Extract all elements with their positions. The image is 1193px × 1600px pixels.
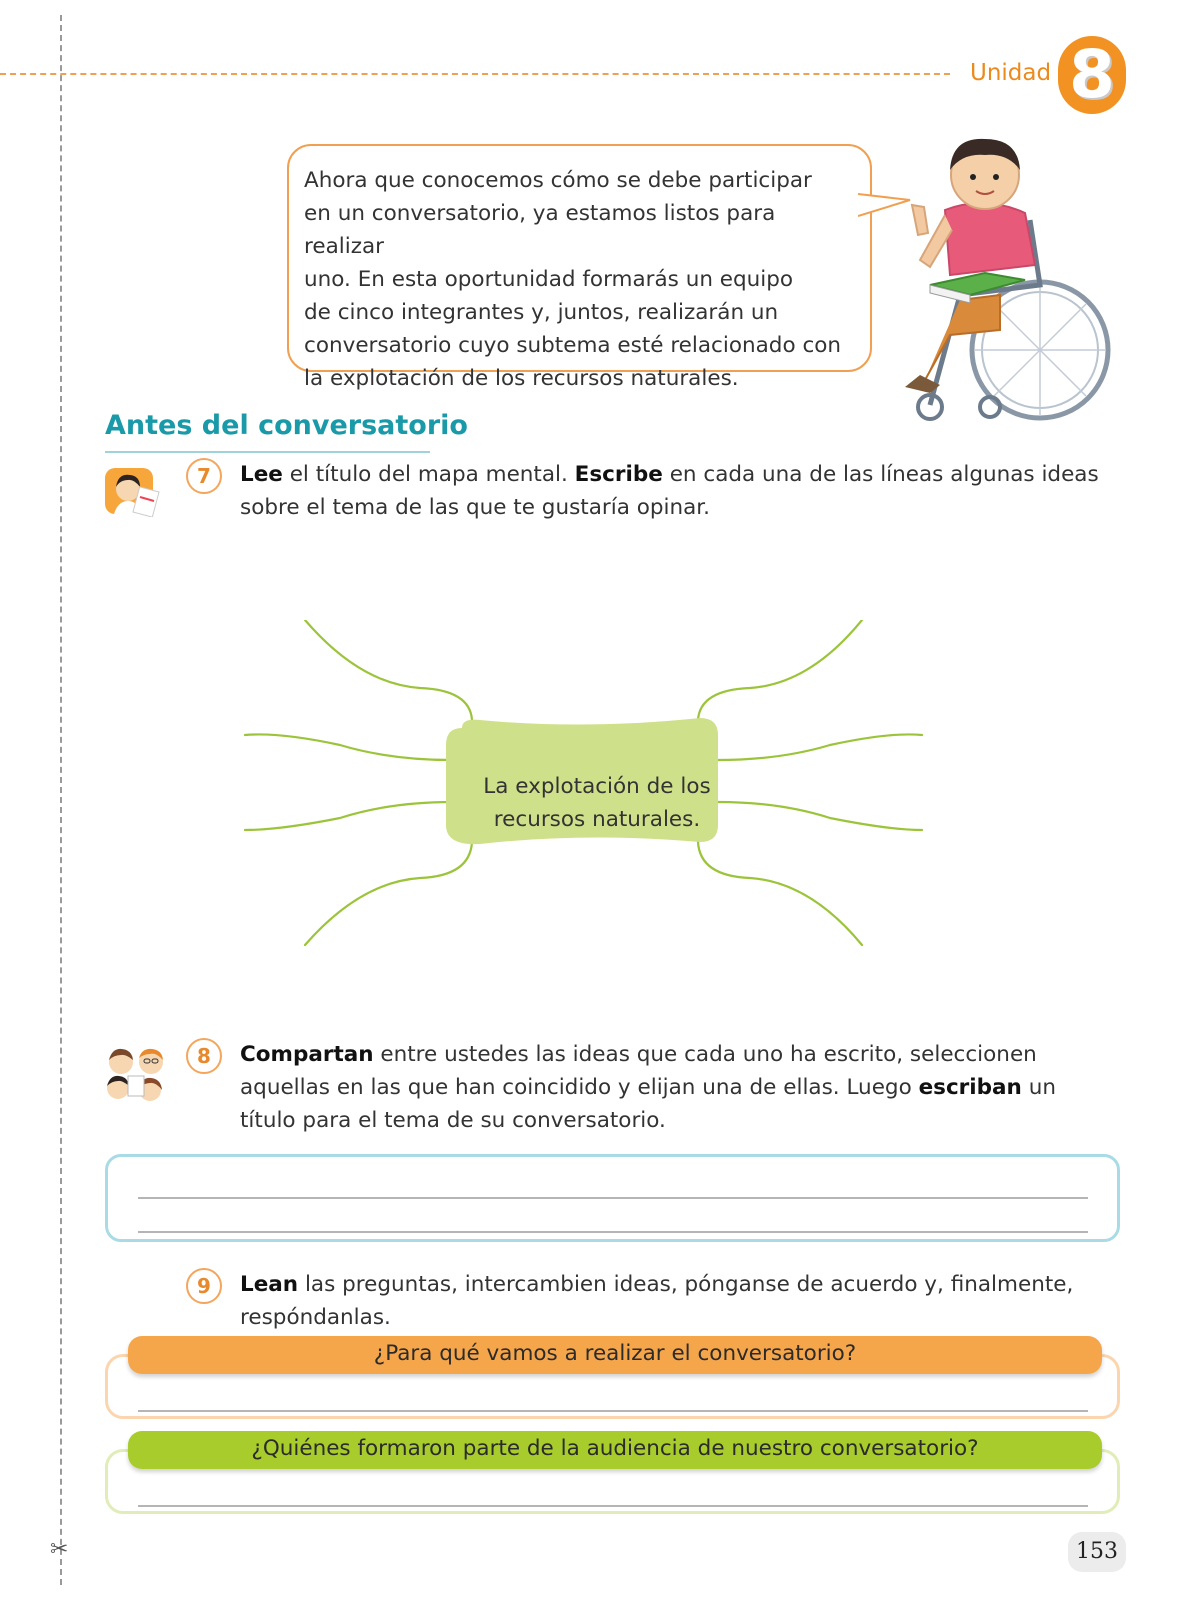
activity-7-line-1 <box>240 458 1130 491</box>
verb-lee: Lee <box>240 462 283 487</box>
mind-map-branch <box>718 734 922 760</box>
group-work-icon <box>104 1046 170 1106</box>
mind-map-center-text <box>457 770 737 836</box>
answer-line[interactable] <box>138 1231 1088 1233</box>
page-number: 153 <box>1068 1532 1126 1572</box>
activity-7-text: en cada una de las líneas algunas ideas <box>662 462 1099 487</box>
answer-line[interactable] <box>138 1197 1088 1199</box>
activity-7-instructions <box>240 458 1130 524</box>
question-2-bar <box>128 1431 1102 1469</box>
activity-9-text: las preguntas, intercambien ideas, pónganse de acuerdo y, finalmente, <box>298 1272 1074 1297</box>
mind-map-branch <box>698 620 862 720</box>
mind-map-title-line: La explotación de los <box>483 774 711 799</box>
mind-map-branch <box>305 620 472 720</box>
mind-map-branch <box>718 802 922 830</box>
bubble-line: de cinco integrantes y, juntos, realizarán un <box>304 300 779 325</box>
activity-8-instructions <box>240 1038 1130 1137</box>
activity-number-8: 8 <box>186 1038 222 1074</box>
mind-map-branch <box>305 842 472 945</box>
mind-map-branch <box>698 842 862 945</box>
cut-line <box>60 15 62 1585</box>
activity-8-line-3: título para el tema de su conversatorio. <box>240 1108 666 1133</box>
bubble-line: en un conversatorio, ya estamos listos para realizar <box>304 201 776 259</box>
verb-compartan: Compartan <box>240 1042 374 1067</box>
unit-label: Unidad <box>970 60 1052 86</box>
section-underline <box>105 451 430 453</box>
boy-wheelchair-illustration <box>890 135 1130 435</box>
header-divider <box>0 73 950 75</box>
answer-line[interactable] <box>138 1505 1088 1507</box>
unit-number-badge: 8 <box>1058 36 1126 114</box>
activity-8-text: entre ustedes las ideas que cada uno ha escrito, seleccionen <box>373 1042 1037 1067</box>
question-2-text: ¿Quiénes formaron parte de la audiencia de nuestro conversatorio? <box>251 1436 979 1461</box>
activity-8-line-2 <box>240 1071 1130 1104</box>
bubble-line: uno. En esta oportunidad formarás un equipo <box>304 267 794 292</box>
mind-map-title-line: recursos naturales. <box>493 807 701 832</box>
activity-8-text: aquellas en las que han coincidido y elijan una de ellas. Luego <box>240 1075 919 1100</box>
scissors-icon: ✂ <box>50 1537 69 1562</box>
activity-7-text: el título del mapa mental. <box>282 462 575 487</box>
bubble-line: conversatorio cuyo subtema esté relacionado con <box>304 333 842 358</box>
section-title: Antes del conversatorio <box>105 410 468 441</box>
activity-8-line-1 <box>240 1038 1130 1071</box>
mind-map-branch <box>245 734 452 760</box>
answer-line[interactable] <box>138 1410 1088 1412</box>
activity-9-instructions <box>240 1268 1130 1334</box>
activity-number-7: 7 <box>186 458 222 494</box>
individual-work-icon <box>104 467 162 517</box>
bubble-line: la explotación de los recursos naturales. <box>304 366 739 391</box>
activity-number-9: 9 <box>186 1268 222 1304</box>
speech-bubble <box>287 144 872 391</box>
verb-lean: Lean <box>240 1272 299 1297</box>
question-1-text: ¿Para qué vamos a realizar el conversatorio? <box>373 1341 857 1366</box>
bubble-line: Ahora que conocemos cómo se debe participar <box>304 168 812 193</box>
verb-escriban: escriban <box>918 1075 1022 1100</box>
question-1-bar <box>128 1336 1102 1374</box>
activity-8-text: un <box>1021 1075 1056 1100</box>
mind-map-branch <box>245 802 452 830</box>
activity-9-line-2: respóndanlas. <box>240 1305 391 1330</box>
verb-escribe: Escribe <box>574 462 663 487</box>
activity-9-line-1 <box>240 1268 1130 1301</box>
activity-7-line-2: sobre el tema de las que te gustaría opinar. <box>240 495 710 520</box>
